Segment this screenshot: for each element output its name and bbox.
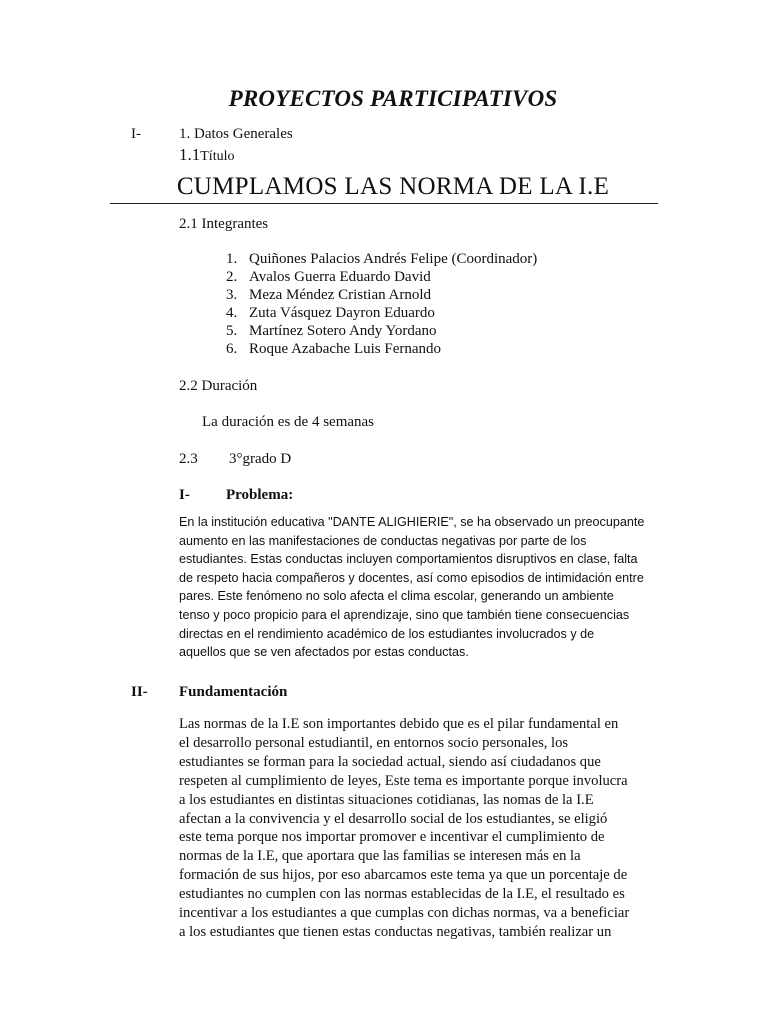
grado-number: 2.3: [179, 451, 198, 467]
titulo-number: 1.1: [179, 145, 201, 164]
problema-heading: Problema:: [226, 487, 294, 503]
grado-text: 3°grado D: [229, 451, 292, 467]
problema-paragraph: En la institución educativa "DANTE ALIGHIERIE", se ha observado un preocupante aumento en las manifestaciones de conductas negativas por parte de los estudiantes. Estas conductas incluyen comportamientos disruptivos en clase, falta de respeto hacia compañeros y docentes, así como episodios de intimidación entre pares. Este fenómeno no solo afecta el clima escolar, generando un ambiente tenso y poco propicio para el aprendizaje, sino que también tiene consecuencias directas en el rendimiento académico de los estudiantes involucrados y de aquellos que se ven afectados por estas conductas.: [179, 515, 645, 660]
datos-generales-heading: 1. Datos Generales: [179, 126, 293, 142]
duracion-text: La duración es de 4 semanas: [202, 414, 375, 430]
title-divider: [110, 203, 658, 204]
document-title: PROYECTOS PARTICIPATIVOS: [228, 86, 558, 111]
problema-marker: I-: [179, 487, 190, 503]
project-title: CUMPLAMOS LAS NORMA DE LA I.E: [176, 173, 610, 200]
integrantes-list: [226, 250, 537, 358]
fundamentacion-marker: II-: [131, 684, 148, 700]
list-item: 4. Zuta Vásquez Dayron Eduardo: [226, 305, 435, 321]
list-item: 6. Roque Azabache Luis Fernando: [226, 341, 442, 357]
list-item: 1. Quiñones Palacios Andrés Felipe (Coordinador): [226, 251, 538, 267]
fundamentacion-paragraph: Las normas de la I.E son importantes debido que es el pilar fundamental en el desarrollo personal estudiantil, en entornos socio personales, los estudiantes se forman para la sociedad actual, siendo así ciudadanos que respeten al cumplimiento de leyes, Este tema es importante porque involucra a los estudiantes en distintas situaciones cotidianas, las nomas de la I.E afectan a la convivencia y el desarrollo social de los estudiantes, se eligió este tema porque nos importar promover e incentivar el cumplimiento de normas de la I.E, que aportara que las familias se interesen más en la formación de sus hijos, por eso abarcamos este tema ya que un porcentaje de estudiantes no cumplen con las normas establecidas de la I.E, el resultado es incentivar a los estudiantes a que cumplas con dichas normas, va a beneficiar a los estudiantes que tienen estas conductas negativas, también realizar un: [179, 716, 630, 940]
list-item: 2. Avalos Guerra Eduardo David: [226, 269, 431, 285]
fundamentacion-heading: Fundamentación: [179, 684, 288, 700]
section-marker-i: I-: [131, 126, 141, 142]
integrantes-heading: 2.1 Integrantes: [179, 216, 269, 232]
list-item: 3. Meza Méndez Cristian Arnold: [226, 287, 432, 303]
titulo-label: Título: [200, 149, 235, 164]
list-item: 5. Martínez Sotero Andy Yordano: [226, 323, 437, 339]
titulo-heading: [179, 145, 234, 165]
duracion-heading: 2.2 Duración: [179, 378, 258, 394]
